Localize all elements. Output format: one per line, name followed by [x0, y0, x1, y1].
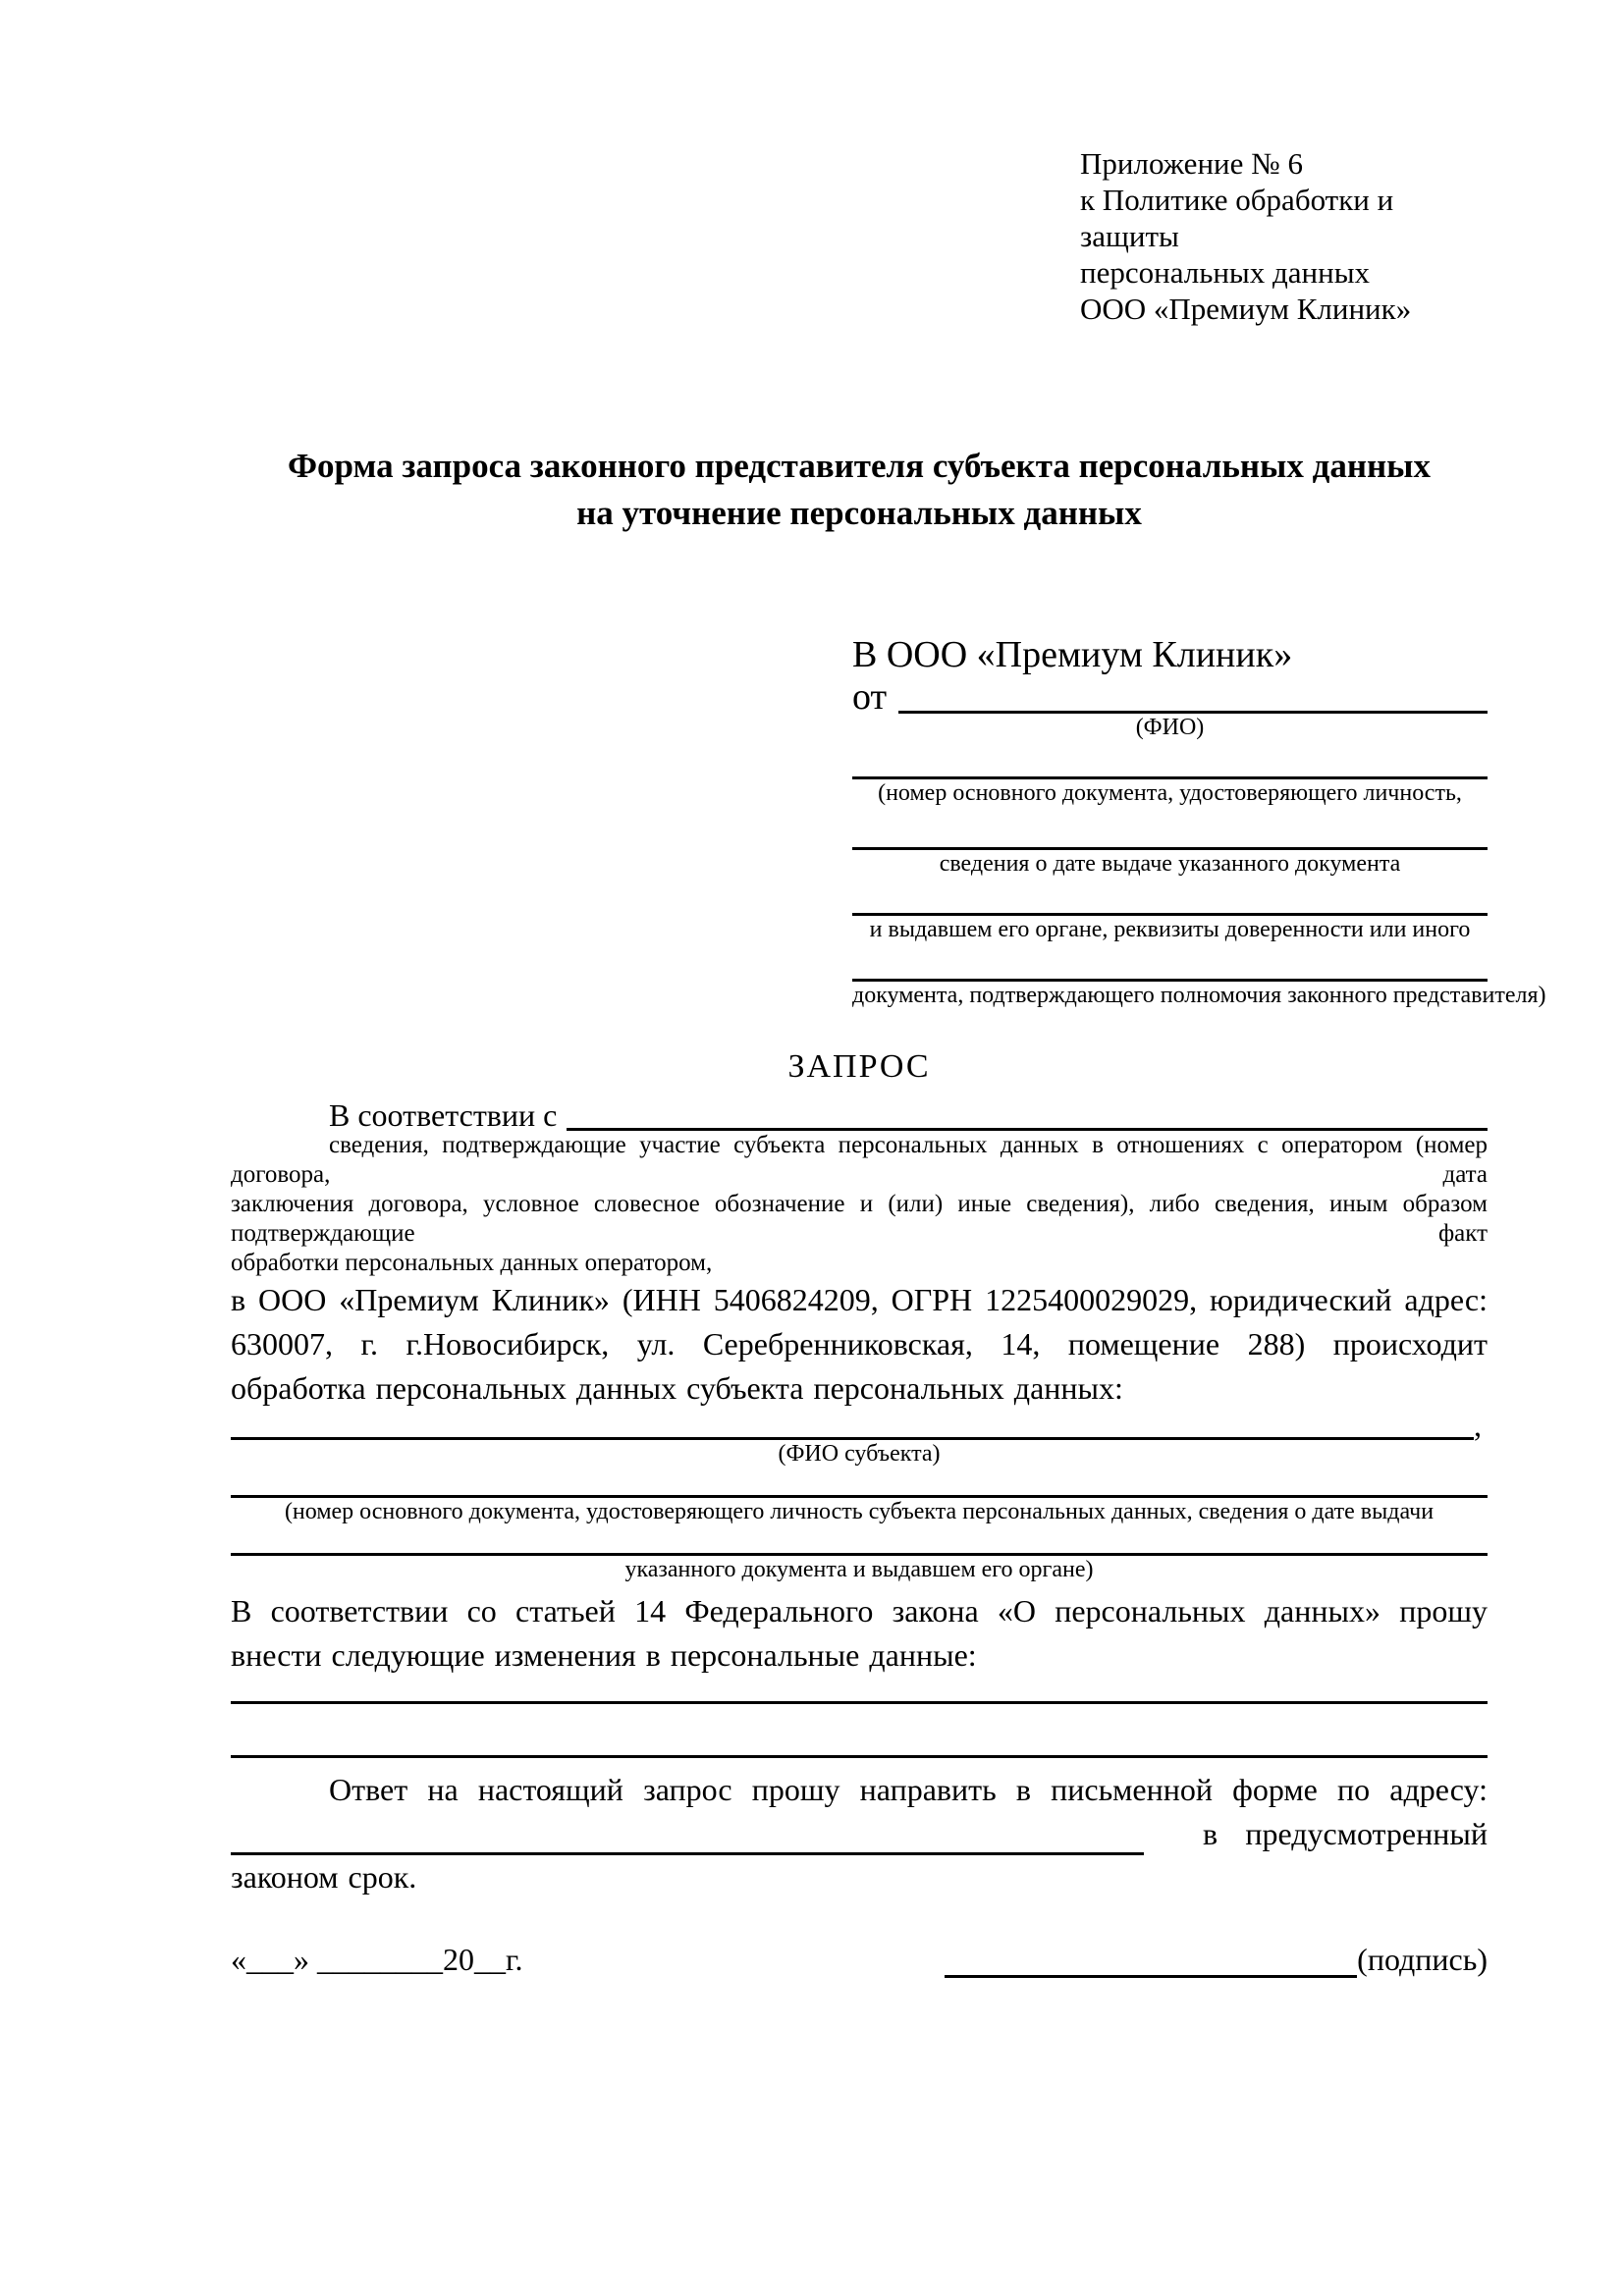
subject-fio-caption: (ФИО субъекта): [778, 1441, 941, 1467]
form-title-line: на уточнение персональных данных: [576, 494, 1142, 532]
doc-caption: (номер основного документа, удостоверяющего личность,: [878, 780, 1462, 806]
appendix-note-line: Приложение № 6: [1080, 146, 1303, 181]
doc-caption: документа, подтверждающего полномочия законного представителя): [852, 983, 1546, 1008]
form-title: [231, 443, 1488, 537]
article14-line: В соответствии со статьей 14 Федерального закона «О персональных данных» прошу: [231, 1593, 1488, 1629]
addressee-block: [852, 633, 1546, 1009]
subject-fio-row: [231, 1408, 1488, 1443]
article14-paragraph: [231, 1589, 1488, 1678]
accordance-label: В соответствии с: [329, 1097, 558, 1133]
footnote-line: заключения договора, условное словесное обозначение и (или) иные сведения), либо сведения, иным образом подтверждающие факт: [231, 1191, 1488, 1247]
accordance-footnote: [231, 1131, 1488, 1278]
response-word: в: [1203, 1816, 1218, 1851]
subject-fio-fill-line: [231, 1423, 1474, 1440]
appendix-note-line: персональных данных: [1080, 255, 1371, 290]
response-line: законом срок.: [231, 1859, 417, 1895]
address-fill-line: [231, 1819, 1144, 1855]
operator-paragraph-line: обработка персональных данных субъекта персональных данных:: [231, 1370, 1123, 1406]
signature-fill-line: [945, 1946, 1357, 1978]
article14-line: внести следующие изменения в персональные данные:: [231, 1637, 977, 1673]
operator-paragraph: [231, 1278, 1488, 1411]
request-heading: ЗАПРОС: [787, 1048, 931, 1085]
doc-date-fill-line: [852, 807, 1488, 850]
doc-caption: и выдавшем его органе, реквизиты доверенности или иного: [869, 917, 1471, 942]
subject-doc-fill-line: [231, 1525, 1488, 1556]
footnote-line: обработки персональных данных оператором,: [231, 1250, 713, 1276]
response-word: предусмотренный: [1245, 1816, 1488, 1851]
accordance-row: [231, 1099, 1488, 1131]
signature-block: [945, 1941, 1488, 1978]
doc-caption: сведения о дате выдаче указанного документа: [939, 851, 1401, 877]
changes-fill-line: [231, 1704, 1488, 1758]
accordance-fill-line: [567, 1102, 1488, 1131]
form-title-line: Форма запроса законного представителя субъекта персональных данных: [288, 447, 1431, 485]
subject-doc-caption: (номер основного документа, удостоверяющего личность субъекта персональных данных, сведения о дате выдачи: [284, 1499, 1435, 1524]
subject-doc-caption: указанного документа и выдавшем его органе): [624, 1557, 1094, 1582]
date-blank: «___» ________20__г.: [231, 1942, 523, 1977]
operator-paragraph-line: в ООО «Премиум Клиник» (ИНН 5406824209, ОГРН 1225400029029, юридический адрес:: [231, 1282, 1488, 1317]
appendix-note: [1080, 145, 1488, 327]
doc-number-fill-line: [852, 741, 1488, 779]
signature-caption: (подпись): [1357, 1942, 1488, 1977]
addressee-organization: В ООО «Премиум Клиник»: [852, 634, 1293, 675]
doc-authority-fill-line: [852, 878, 1488, 916]
subject-fio-comma: ,: [1474, 1408, 1482, 1443]
signature-row: [231, 1941, 1488, 1978]
fio-caption: (ФИО): [1135, 715, 1205, 740]
doc-powers-fill-line: [852, 943, 1488, 982]
response-paragraph: [231, 1768, 1488, 1899]
fio-fill-line: [898, 681, 1488, 714]
response-address-row: [231, 1812, 1488, 1855]
appendix-note-line: ООО «Премиум Клиник»: [1080, 292, 1412, 326]
appendix-note-line: к Политике обработки и защиты: [1080, 183, 1394, 253]
from-row: [852, 676, 1488, 718]
response-line: Ответ на настоящий запрос прошу направить в письменной форме по адресу:: [329, 1772, 1488, 1807]
operator-paragraph-line: 630007, г. г.Новосибирск, ул. Серебренниковская, 14, помещение 288) происходит: [231, 1326, 1488, 1362]
from-label: от: [852, 676, 888, 718]
footnote-line: сведения, подтверждающие участие субъекта персональных данных в отношениях с оператором (номер договора, дата: [231, 1132, 1488, 1188]
subject-doc-fill-line: [231, 1468, 1488, 1498]
changes-fill-line: [231, 1678, 1488, 1704]
